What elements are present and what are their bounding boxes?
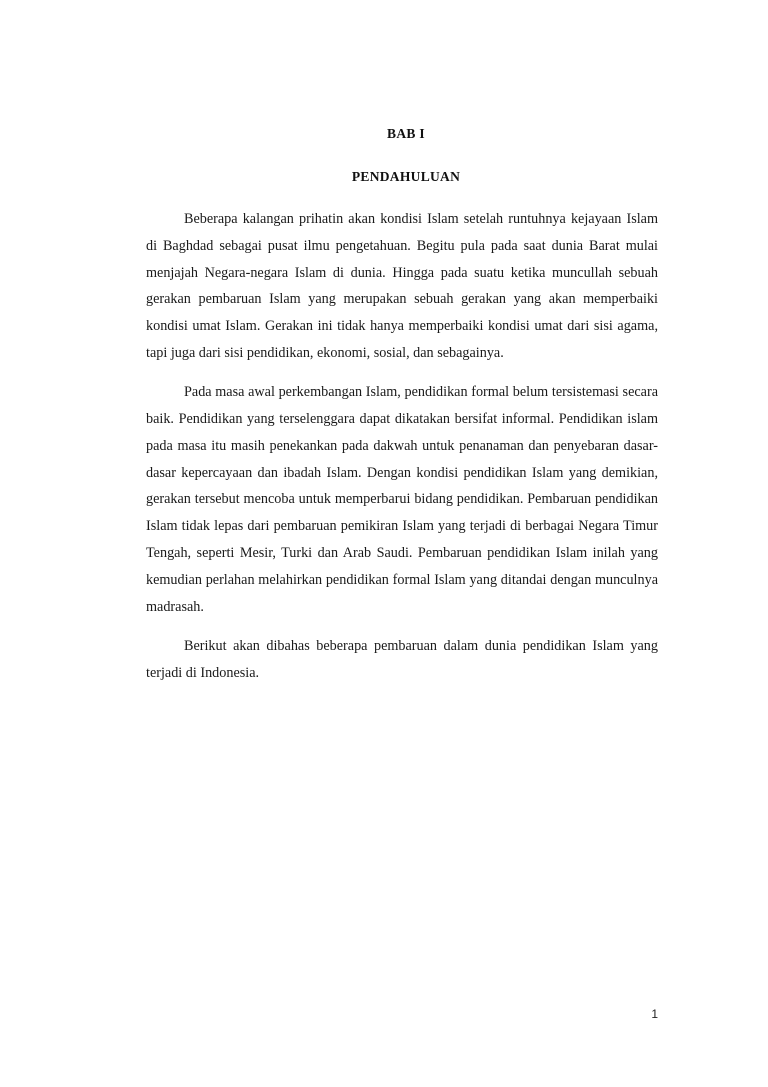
paragraph-1: Beberapa kalangan prihatin akan kondisi Islam setelah runtuhnya kejayaan Islam di Baghdad sebagai pusat ilmu pengetahuan. Begitu pula pada saat dunia Barat mulai menjajah Negara-negara Islam di dunia. Hingga pada suatu ketika muncullah sebuah gerakan pembaruan Islam yang merupakan sebuah gerakan yang akan memperbaiki kondisi umat Islam. Gerakan ini tidak hanya memperbaiki kondisi umat dari sisi agama, tapi juga dari sisi pendidikan, ekonomi, sosial, dan sebagainya. bbox=[146, 211, 658, 361]
body-text bbox=[146, 206, 658, 699]
chapter-title: PENDAHULUAN bbox=[351, 169, 461, 184]
paragraph-3: Berikut akan dibahas beberapa pembaruan dalam dunia pendidikan Islam yang terjadi di Indonesia. bbox=[146, 637, 658, 681]
paragraph-2: Pada masa awal perkembangan Islam, pendidikan formal belum tersistemasi secara baik. Pendidikan yang terselenggara dapat dikatakan bersifat informal. Pendidikan islam pada masa itu masih penekankan pada dakwah untuk penanaman dan penyebaran dasar-dasar kepercayaan dan ibadah Islam. Dengan kondisi pendidikan Islam yang demikian, gerakan tersebut mencoba untuk memperbarui bidang pendidikan. Pembaruan pendidikan Islam tidak lepas dari pembaruan pemikiran Islam yang terjadi di berbagai Negara Timur Tengah, seperti Mesir, Turki dan Arab Saudi. Pembaruan pendidikan Islam inilah yang kemudian perlahan melahirkan pendidikan formal Islam yang ditandai dengan munculnya madrasah. bbox=[146, 384, 658, 615]
page-number: 1 bbox=[651, 1007, 658, 1021]
chapter-number: BAB I bbox=[387, 126, 425, 141]
